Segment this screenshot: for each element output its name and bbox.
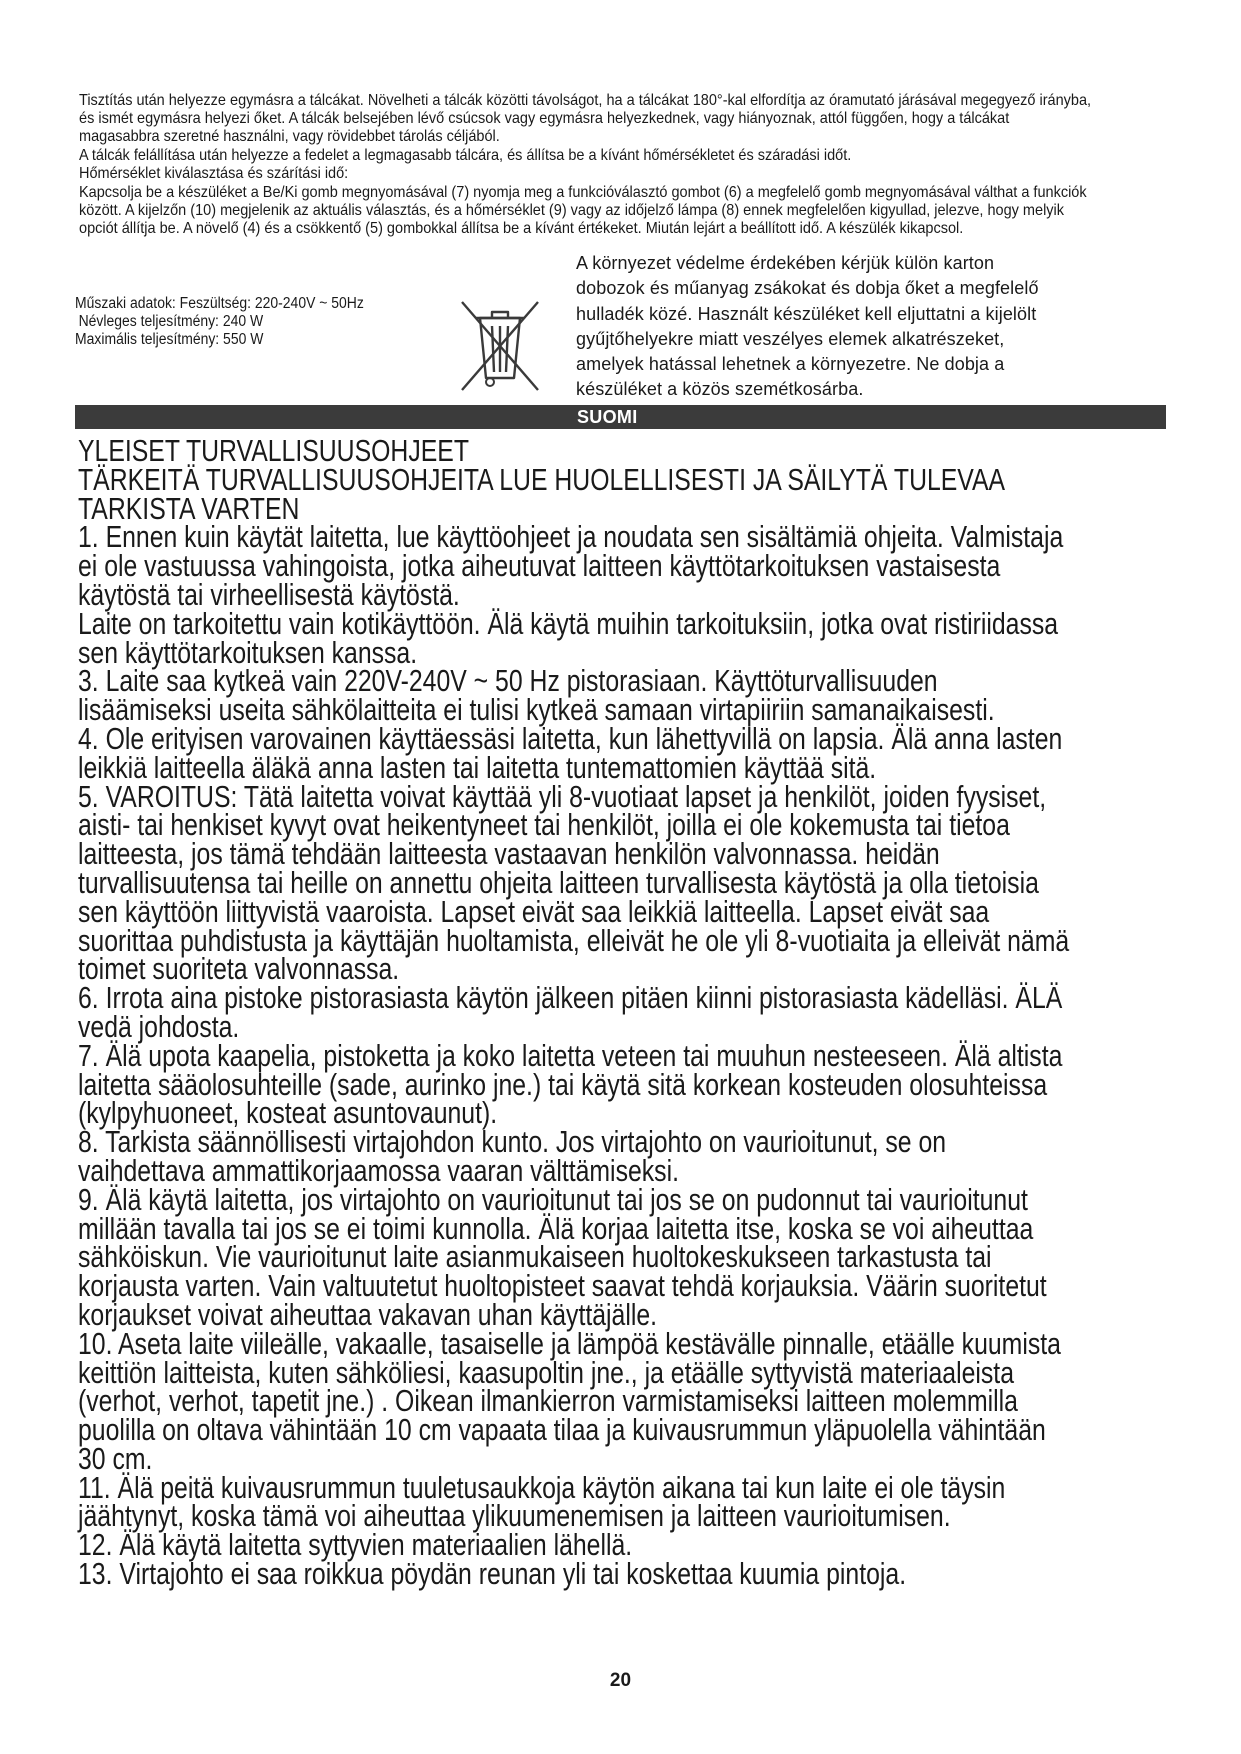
spec-max-power: Maximális teljesítmény: 550 W (75, 331, 264, 348)
fi-line: 30 cm. (78, 1440, 153, 1476)
fi-line: 9. Älä käytä laitetta, jos virtajohto on vaurioitunut tai jos se on pudonnut tai vaurioitunut (78, 1181, 1028, 1217)
environmental-notice (576, 251, 1176, 403)
fi-line: 4. Ole erityisen varovainen käyttäessäsi laitetta, kun lähettyvillä on lapsia. Älä anna lasten (78, 720, 1063, 756)
fi-line: (kylpyhuoneet, kosteat asuntovaunut). (78, 1095, 498, 1131)
env-line: dobozok és műanyag zsákokat és dobja őket a megfelelő (576, 278, 1039, 299)
fi-line: 12. Älä käytä laitetta syttyvien materiaalien lähellä. (78, 1527, 633, 1563)
fi-line: 11. Älä peitä kuivausrummun tuuletusaukkoja käytön aikana tai kun laite ei ole täysin (78, 1469, 1006, 1505)
fi-line: 8. Tarkista säännöllisesti virtajohdon kunto. Jos virtajohto on vaurioitunut, se on (78, 1124, 947, 1160)
fi-line: korjaukset voivat aiheuttaa vakavan uhan käyttäjälle. (78, 1296, 658, 1332)
language-section-bar (75, 405, 1166, 429)
fi-line: jäähtynyt, koska tämä voi aiheuttaa ylikuumenemisen ja laitteen vaurioitumisen. (78, 1498, 951, 1534)
fi-line: leikkiä laitteella äläkä anna lasten tai laitetta tuntemattomien käyttää sitä. (78, 749, 877, 785)
fi-line: toimet suoriteta valvonnassa. (78, 951, 400, 987)
fi-line: vaihdettava ammattikorjaamossa vaaran välttämiseksi. (78, 1152, 679, 1188)
spec-rated-power: Névleges teljesítmény: 240 W (78, 313, 264, 330)
fi-line: 5. VAROITUS: Tätä laitetta voivat käyttää yli 8-vuotiaat lapset ja henkilöt, joiden fyysiset, (78, 778, 1047, 814)
technical-specs (75, 295, 426, 349)
fi-subheading: TÄRKEITÄ TURVALLISUUSOHJEITA LUE HUOLELLISESTI JA SÄILYTÄ TULEVAA (78, 461, 1006, 497)
env-line: A környezet védelme érdekében kérjük külön karton (576, 253, 995, 273)
fi-line: käytöstä tai virheellisestä käytöstä. (78, 576, 460, 612)
hungarian-instructions (79, 92, 1093, 239)
fi-heading: YLEISET TURVALLISUUSOHJEET (78, 433, 469, 468)
fi-subheading: TARKISTA VARTEN (78, 490, 300, 526)
env-line: gyűjtőhelyekre miatt veszélyes elemek alkatrészeket, (576, 328, 1005, 349)
fi-line: aisti- tai henkiset kyvyt ovat heikentyneet tai henkilöt, joilla ei ole kokemusta tai tietoa (78, 807, 1010, 843)
fi-line: korjausta varten. Vain valtuutetut huoltopisteet saavat tehdä korjauksia. Väärin suoritetut (78, 1268, 1047, 1304)
fi-line: sähköiskun. Vie vaurioitunut laite asianmukaiseen huoltokeskukseen tarkastusta tai (78, 1239, 992, 1275)
page-number: 20 (609, 1670, 632, 1691)
fi-line: laitteesta, jos tämä tehdään laitteesta vastaavan henkilön valvonnassa. heidän (78, 836, 940, 872)
env-line: hulladék közé. Használt készüléket kell eljuttatni a kijelölt (576, 303, 1037, 324)
fi-line: ei ole vastuussa vahingoista, jotka aiheutuvat laitteen käyttötarkoituksen vastaisesta (78, 548, 1001, 584)
temperature-heading: Hőmérséklet kiválasztása és szárítási idő: (79, 164, 349, 182)
lid-instruction: A tálcák felállítása után helyezze a fedelet a legmagasabb tálcára, és állítsa be a kívánt hőmérsékletet és száradási időt. (79, 146, 852, 164)
fi-line: turvallisuutensa tai heille on annettu ohjeita laitteen turvallisesta käytöstä ja olla tietoisia (78, 864, 1039, 900)
fi-line: suorittaa puhdistusta ja käyttäjän huoltamista, elleivät he ole yli 8-vuotiaita ja elleivät nämä (78, 922, 1070, 958)
fi-line: millään tavalla tai jos se ei toimi kunnolla. Älä korjaa laitetta itse, koska se voi aiheuttaa (78, 1210, 1034, 1246)
fi-line: vedä johdosta. (78, 1008, 240, 1044)
fi-line: 3. Laite saa kytkeä vain 220V-240V ~ 50 Hz pistorasiaan. Käyttöturvallisuuden (78, 663, 938, 699)
fi-line: sen käyttöön liittyvistä vaaroista. Lapset eivät saa leikkiä laitteella. Lapset eivät saa (78, 893, 990, 929)
fi-line: Laite on tarkoitettu vain kotikäyttöön. Älä käytä muihin tarkoituksiin, jotka ovat ristiriidassa (78, 605, 1059, 641)
fi-line: (verhot, verhot, tapetit jne.) . Oikean ilmankierron varmistamiseksi laitteen molemmilla (78, 1383, 1018, 1419)
env-line: amelyek hatással lehetnek a környezetre. Ne dobja a (576, 354, 1005, 375)
fi-line: laitetta sääolosuhteille (sade, aurinko jne.) tai käytä sitä korkean kosteuden olosuhteissa (78, 1066, 1048, 1102)
finnish-safety-instructions (78, 433, 1198, 1592)
env-line: készüléket a közös szemétkosárba. (576, 379, 864, 400)
fi-line: sen käyttötarkoituksen kanssa. (78, 634, 418, 670)
spec-voltage: Műszaki adatok: Feszültség: 220-240V ~ 50Hz (75, 295, 364, 312)
fi-line: 7. Älä upota kaapelia, pistoketta ja koko laitetta veteen tai muuhun nesteeseen. Älä altista (78, 1037, 1063, 1073)
tray-stacking-paragraph: Tisztítás után helyezze egymásra a tálcákat. Növelheti a tálcák közötti távolságot, ha a tálcákat 180°-kal elfordítja az óramutató járásával megegyező irányba, és ismét egymásra helyezi őket. A tálcák belsejében lévő csúcsok vagy egymásra helyezkednek, vagy hiányoznak, attól függően, hogy a tálcákat magasabbra szeretné használni, vagy rövidebbet tárolás céljából. (79, 92, 1092, 146)
fi-line: 1. Ennen kuin käytät laitetta, lue käyttöohjeet ja noudata sen sisältämiä ohjeita. Valmistaja (78, 519, 1064, 555)
fi-line: 13. Virtajohto ei saa roikkua pöydän reunan yli tai koskettaa kuumia pintoja. (78, 1556, 907, 1592)
crossed-out-bin-icon (456, 296, 544, 396)
fi-line: 6. Irrota aina pistoke pistorasiasta käytön jälkeen pitäen kiinni pistorasiasta kädelläsi. ÄLÄ (78, 980, 1063, 1016)
fi-line: lisäämiseksi useita sähkölaitteita ei tulisi kytkeä samaan virtapiiriin samanaikaisesti. (78, 692, 995, 728)
fi-line: 10. Aseta laite viileälle, vakaalle, tasaiselle ja lämpöä kestävälle pinnalle, etäälle kuumista (78, 1325, 1061, 1361)
fi-line: puolilla on oltava vähintään 10 cm vapaata tilaa ja kuivausrummun yläpuolella vähintään (78, 1412, 1046, 1448)
fi-line: keittiön laitteista, kuten sähköliesi, kaasupoltin jne., ja etäälle syttyvistä materiaaleista (78, 1354, 1014, 1390)
operation-paragraph: Kapcsolja be a készüléket a Be/Ki gomb megnyomásával (7) nyomja meg a funkcióválasztó gombot (6) a megfelelő gomb megnyomásával válthat a funkciók között. A kijelzőn (10) megjelenik az aktuális választás, és a hőmérséklet (9) vagy az időjelző lámpa (8) ennek megfelelően kigyullad, jelezve, hogy melyik opciót állítja be. A növelő (4) és a csökkentő (5) gombokkal állítsa be a kívánt értékeket. Miután lejárt a beállított idő. A készülék kikapcsol. (79, 184, 1087, 238)
language-label: SUOMI (577, 407, 638, 427)
